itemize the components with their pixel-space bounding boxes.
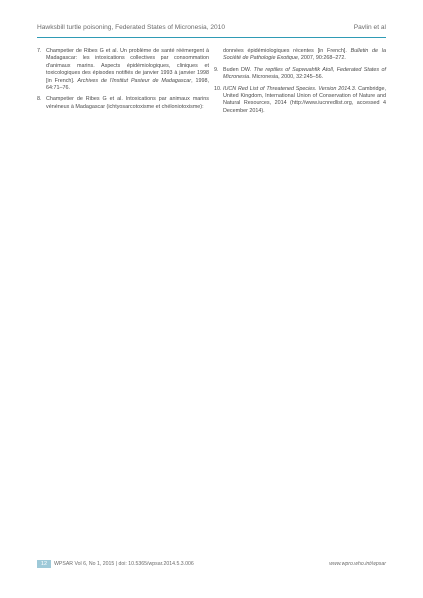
references-column-right [214,48,386,119]
running-header [37,24,386,36]
journal-citation: WPSAR Vol 6, No 1, 2015 | doi: 10.5365/wpsar.2014.5.3.006 [54,561,194,567]
reference-item [214,48,386,63]
page-footer [37,560,386,570]
reference-text: Champetier de Ribes G et al. Un problème de santé réémergent à Madagascar: les intoxications collectives par consommation d'animaux marins. Aspects épidémiologiques, cliniques et toxicologiques des épisodes notifiés de janvier 1993 à janvier 1998 [in French]. [46,48,209,84]
reference-text: Champetier de Ribes G et al. Intoxications par animaux marins vénéneux à Madagascar (ichtyosarcotoxisme et chéloniotoxisme): [46,96,209,110]
reference-item [214,67,386,82]
reference-journal: The reptiles of Sapwuahfik Atoll, Federated States of Micronesia [223,66,386,81]
article-title: Hawksbill turtle poisoning, Federated States of Micronesia, 2010 [37,24,226,31]
reference-number: 8. [37,96,42,103]
reference-number: 7. [37,48,42,54]
reference-item [214,86,386,116]
page-number-badge: 12 [37,560,51,568]
reference-tail: , 1998, 64:71–76. [46,77,210,92]
header-rule [37,37,386,38]
reference-text: Buden DW. [223,66,254,73]
reference-journal: Bulletin de la Société de Pathologie Exotique [223,48,386,62]
reference-number: 9. [214,66,219,73]
reference-number: 10. [214,85,222,92]
references-column-left [37,48,209,115]
reference-item [37,96,209,111]
reference-item [37,48,209,92]
journal-website-link[interactable]: www.wpro.who.int/wpsar [329,561,386,567]
reference-tail: . Micronesia, 2000, 32:245–56. [249,74,324,81]
reference-journal: Archives de l'Institut Pasteur de Madagascar [77,77,192,84]
reference-text: données épidémiologiques récentes [in French]. [223,48,351,54]
reference-tail: , 2007, 90:268–272. [297,55,346,62]
reference-tail: Cambridge, United Kingdom, International Union of Conservation of Nature and Natural Resources, 2014 (http://www.iucnredlist.org, accessed 4 December 2014). [223,85,386,114]
reference-journal: IUCN Red List of Threatened Species. Version 2014.3. [223,85,357,92]
article-authors: Pavlin et al [353,24,386,31]
